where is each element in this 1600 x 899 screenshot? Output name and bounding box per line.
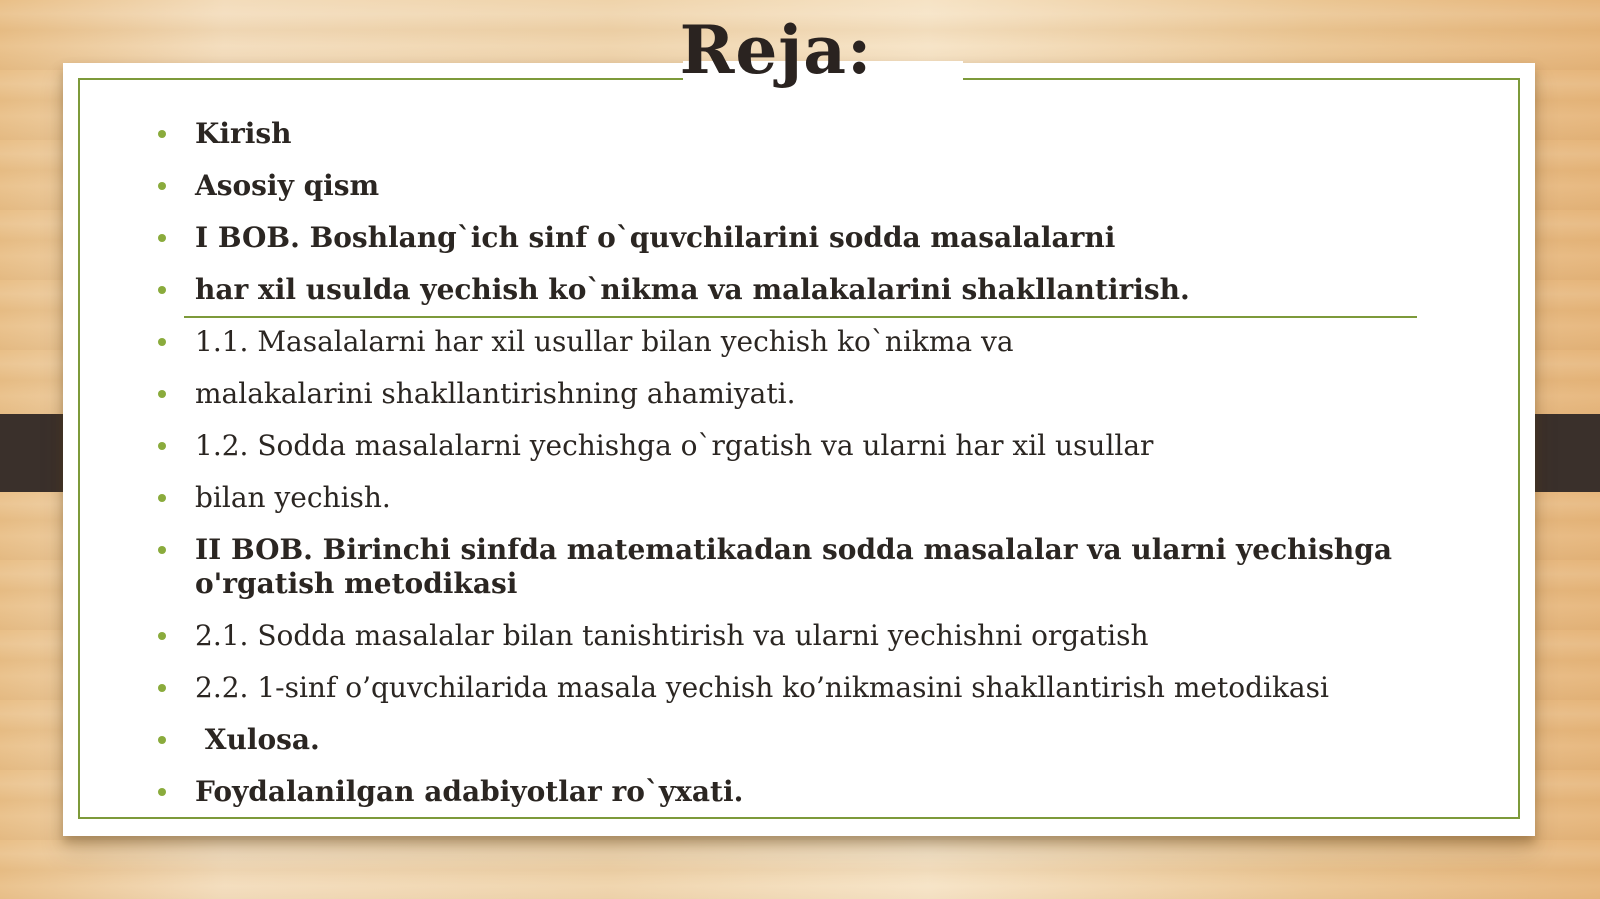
bullet-icon	[158, 736, 166, 744]
bullet-icon	[158, 494, 166, 502]
list-item	[155, 619, 1415, 653]
bullet-icon	[158, 286, 166, 294]
bullet-icon	[158, 338, 166, 346]
bullet-icon	[158, 442, 166, 450]
list-item	[155, 273, 1415, 307]
list-item-text: 2.2. 1-sinf o’quvchilarida masala yechish ko’nikmasini shakllantirish metodikasi	[195, 671, 1329, 704]
bullet-icon	[158, 684, 166, 692]
list-item-text: I BOB. Boshlang`ich sinf o`quvchilarini sodda masalalarni	[195, 221, 1116, 254]
list-item	[155, 117, 1415, 151]
list-item	[155, 671, 1415, 705]
list-item-text: har xil usulda yechish ko`nikma va malakalarini shakllantirish.	[195, 273, 1190, 306]
list-item	[155, 723, 1415, 757]
list-item	[155, 325, 1415, 359]
plan-list	[155, 117, 1415, 827]
list-item-text: Kirish	[195, 117, 292, 150]
list-item-text: malakalarini shakllantirishning ahamiyati.	[195, 377, 796, 410]
list-item	[155, 169, 1415, 203]
list-item	[155, 221, 1415, 255]
bullet-icon	[158, 788, 166, 796]
list-item-text: bilan yechish.	[195, 481, 391, 514]
bullet-icon	[158, 632, 166, 640]
list-item	[155, 377, 1415, 411]
list-item	[155, 533, 1415, 601]
list-item-text: Xulosa.	[195, 723, 320, 756]
list-item-text: Foydalanilgan adabiyotlar ro`yxati.	[195, 775, 744, 808]
list-item-text: 2.1. Sodda masalalar bilan tanishtirish va ularni yechishni orgatish	[195, 619, 1149, 652]
bullet-icon	[158, 390, 166, 398]
list-item	[155, 775, 1415, 809]
list-item-text: II BOB. Birinchi sinfda matematikadan sodda masalalar va ularni yechishga o'rgatish metodikasi	[195, 533, 1402, 600]
bullet-icon	[158, 234, 166, 242]
list-item	[155, 429, 1415, 463]
list-item-text: 1.1. Masalalarni har xil usullar bilan yechish ko`nikma va	[195, 325, 1014, 358]
bullet-icon	[158, 182, 166, 190]
section-divider	[184, 316, 1417, 318]
slide-title: Reja:	[679, 11, 873, 89]
list-item	[155, 481, 1415, 515]
list-item-text: 1.2. Sodda masalalarni yechishga o`rgatish va ularni har xil usullar	[195, 429, 1154, 462]
list-item-text: Asosiy qism	[195, 169, 380, 202]
bullet-icon	[158, 546, 166, 554]
bullet-icon	[158, 130, 166, 138]
